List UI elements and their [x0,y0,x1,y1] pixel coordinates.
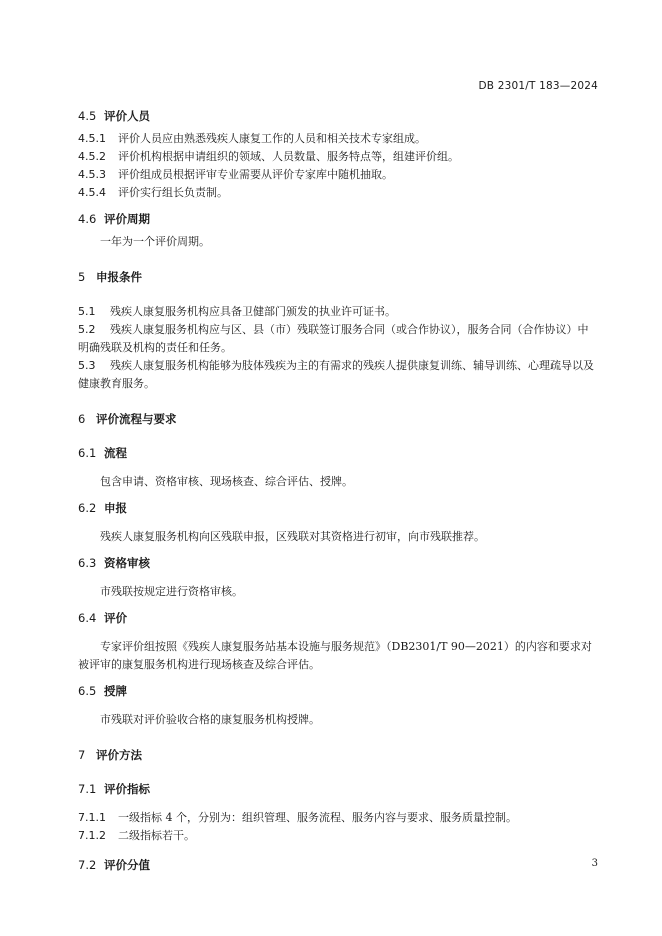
section-heading [78,555,598,571]
clause-number: 7.1.2 [78,829,106,842]
clause-text: 评价机构根据申请组织的领域、人员数量、服务特点等，组建评价组。 [118,150,459,163]
section-heading [78,445,598,461]
clause-text: 评价组成员根据评审专业需要从评价专家库中随机抽取。 [118,168,393,181]
standard-code: DB 2301/T 183—2024 [478,80,598,92]
clause-number: 5.1 [78,305,96,318]
section-title: 评价周期 [104,212,150,226]
section-heading [78,211,598,227]
chapter-title: 评价方法 [96,748,142,762]
chapter-heading [78,411,598,427]
clause [78,130,598,148]
paragraph: 市残联对评价验收合格的康复服务机构授牌。 [100,713,320,726]
section-number: 7.2 [78,858,97,872]
paragraph: 残疾人康复服务机构向区残联申报，区残联对其资格进行初审，向市残联推荐。 [100,530,485,543]
section-number: 4.6 [78,212,97,226]
section-heading [78,683,598,699]
section-title: 评价人员 [104,109,150,123]
clause-text: 评价实行组长负责制。 [118,186,228,199]
chapter-heading [78,269,598,285]
chapter-heading [78,747,598,763]
clause-number: 4.5.2 [78,150,106,163]
section-heading [78,108,598,124]
clause-text: 残疾人康复服务机构应具备卫健部门颁发的执业许可证书。 [110,305,396,318]
section-title: 授牌 [104,684,127,698]
section-title: 申报 [104,501,127,515]
section-number: 4.5 [78,109,97,123]
chapter-number: 7 [78,748,86,762]
clause-number: 4.5.3 [78,168,106,181]
page-number: 3 [591,858,598,869]
chapter-number: 6 [78,412,86,426]
document-body [78,108,598,873]
clause-number: 5.3 [78,359,96,372]
clause-number: 4.5.1 [78,132,106,145]
chapter-title: 评价流程与要求 [96,412,177,426]
clause [78,357,598,393]
section-number: 6.1 [78,446,97,460]
paragraph: 包含申请、资格审核、现场核查、综合评估、授牌。 [100,475,353,488]
clause-number: 5.2 [78,323,96,336]
section-number: 6.3 [78,556,97,570]
clause [78,321,598,357]
clause-text: 残疾人康复服务机构应与区、县（市）残联签订服务合同（或合作协议），服务合同（合作协议）中明确残联及机构的责任和任务。 [78,323,589,354]
section-heading [78,500,598,516]
clause [78,166,598,184]
clause [78,827,598,845]
section-title: 评价 [104,611,127,625]
section-title: 流程 [104,446,127,460]
section-title: 资格审核 [104,556,150,570]
paragraph: 专家评价组按照《残疾人康复服务站基本设施与服务规范》（DB2301/T 90—2021）的内容和要求对被评审的康复服务机构进行现场核查及综合评估。 [78,640,592,671]
clause [78,303,598,321]
clause-text: 评价人员应由熟悉残疾人康复工作的人员和相关技术专家组成。 [118,132,426,145]
section-number: 6.5 [78,684,97,698]
section-heading [78,610,598,626]
chapter-number: 5 [78,270,86,284]
section-number: 7.1 [78,782,97,796]
section-title: 评价分值 [104,858,150,872]
section-heading [78,781,598,797]
section-number: 6.2 [78,501,97,515]
section-number: 6.4 [78,611,97,625]
section-heading [78,857,598,873]
section-title: 评价指标 [104,782,150,796]
clause-text: 二级指标若干。 [118,829,195,842]
clause [78,148,598,166]
chapter-title: 申报条件 [96,270,142,284]
clause-number: 7.1.1 [78,811,106,824]
paragraph: 一年为一个评价周期。 [100,235,210,248]
clause [78,809,598,827]
paragraph: 市残联按规定进行资格审核。 [100,585,243,598]
clause [78,184,598,202]
clause-number: 4.5.4 [78,186,106,199]
clause-text: 一级指标 4 个，分别为：组织管理、服务流程、服务内容与要求、服务质量控制。 [118,811,517,824]
clause-text: 残疾人康复服务机构能够为肢体残疾为主的有需求的残疾人提供康复训练、辅导训练、心理疏导以及健康教育服务。 [78,359,594,390]
